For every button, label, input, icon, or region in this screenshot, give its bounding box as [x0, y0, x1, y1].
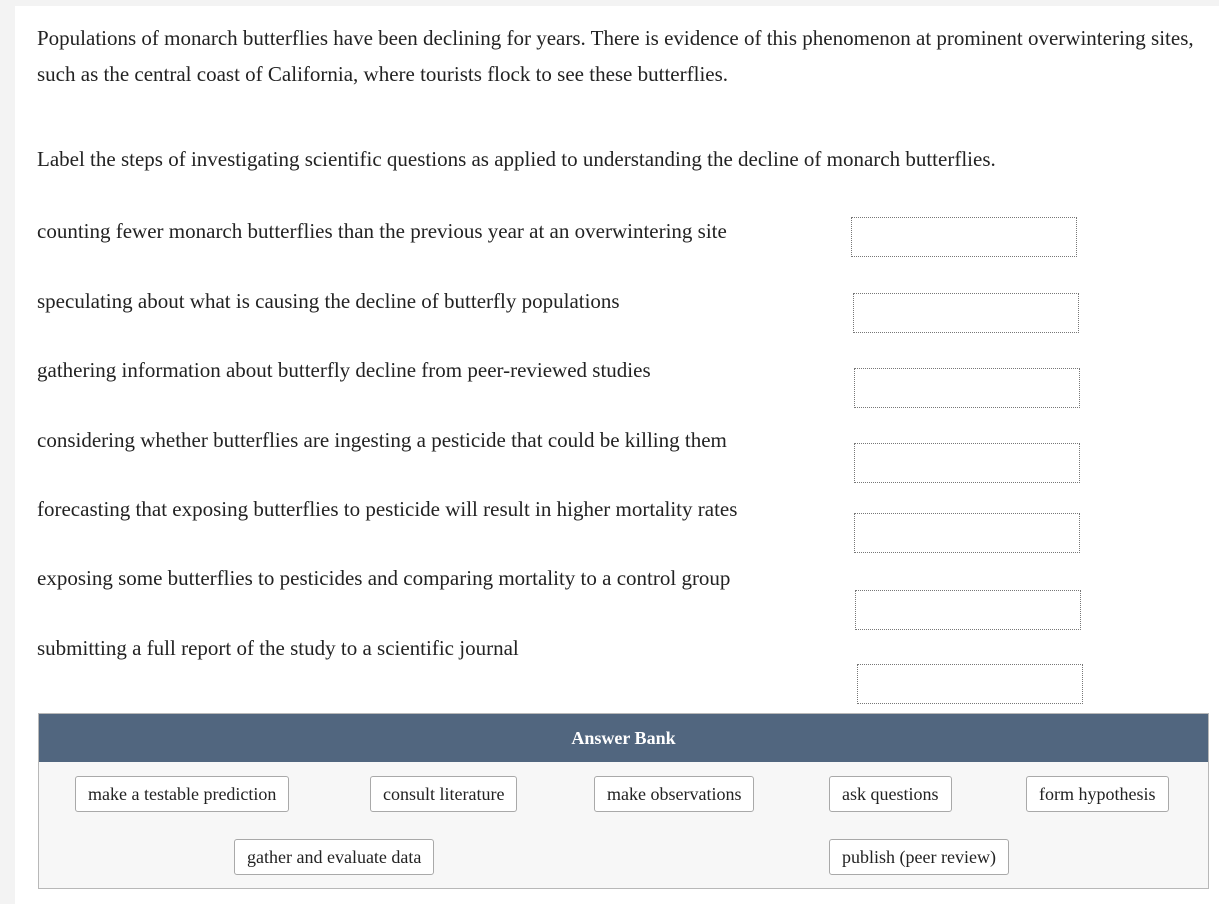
answer-chip-publish-peer-review[interactable]: publish (peer review) — [829, 839, 1009, 875]
question-page — [15, 6, 1219, 904]
answer-chip-form-hypothesis[interactable]: form hypothesis — [1026, 776, 1169, 812]
prompt-6: exposing some butterflies to pesticides and comparing mortality to a control group — [37, 566, 731, 590]
answer-bank — [38, 713, 1209, 889]
drop-target-3[interactable] — [854, 368, 1080, 408]
answer-bank-title: Answer Bank — [39, 714, 1208, 762]
drop-target-6[interactable] — [855, 590, 1081, 630]
prompt-2: speculating about what is causing the decline of butterfly populations — [37, 289, 620, 313]
prompt-4: considering whether butterflies are ingesting a pesticide that could be killing them — [37, 428, 727, 452]
answer-chip-consult-literature[interactable]: consult literature — [370, 776, 517, 812]
drop-target-4[interactable] — [854, 443, 1080, 483]
answer-chip-gather-and-evaluate-data[interactable]: gather and evaluate data — [234, 839, 434, 875]
drop-target-7[interactable] — [857, 664, 1083, 704]
drop-target-2[interactable] — [853, 293, 1079, 333]
prompt-5: forecasting that exposing butterflies to pesticide will result in higher mortality rates — [37, 497, 738, 521]
prompt-1: counting fewer monarch butterflies than the previous year at an overwintering site — [37, 219, 727, 243]
intro-text: Populations of monarch butterflies have been declining for years. There is evidence of this phenomenon at prominent overwintering sites, such as the central coast of California, where tourists flock to see these butterflies. — [37, 26, 1194, 86]
drop-target-1[interactable] — [851, 217, 1077, 257]
drop-target-5[interactable] — [854, 513, 1080, 553]
answer-chip-make-a-testable-prediction[interactable]: make a testable prediction — [75, 776, 289, 812]
answer-chip-make-observations[interactable]: make observations — [594, 776, 754, 812]
answer-chip-ask-questions[interactable]: ask questions — [829, 776, 952, 812]
instructions-text: Label the steps of investigating scientific questions as applied to understanding the decline of monarch butterflies. — [37, 147, 996, 171]
prompt-3: gathering information about butterfly decline from peer-reviewed studies — [37, 358, 651, 382]
prompt-7: submitting a full report of the study to a scientific journal — [37, 636, 519, 660]
